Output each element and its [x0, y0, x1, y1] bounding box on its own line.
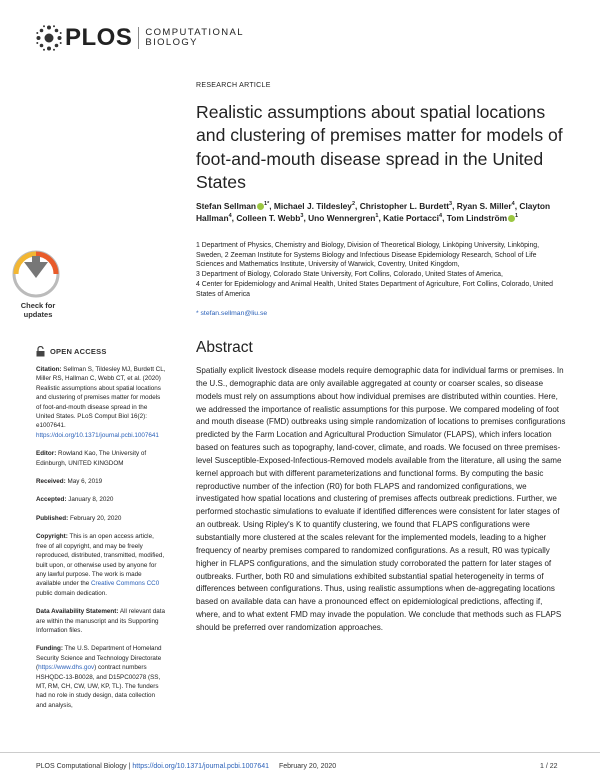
plos-logo	[36, 25, 244, 51]
received-date: May 6, 2019	[67, 478, 103, 486]
logo-text: PLOS	[65, 24, 133, 51]
funding-block	[36, 644, 166, 710]
citation-doi-link[interactable]: https://doi.org/10.1371/journal.pcbi.1007641	[36, 431, 159, 439]
check-label-line-1: Check for	[20, 301, 56, 310]
footer-doi-link[interactable]: https://doi.org/10.1371/journal.pcbi.1007641	[132, 763, 270, 770]
open-access-badge	[36, 346, 166, 357]
article-sidebar	[36, 346, 166, 719]
author-name: Colleen T. Webb	[236, 212, 301, 223]
author-affiliation-marker: 4	[511, 201, 515, 208]
orcid-icon[interactable]	[508, 215, 515, 222]
article-type: RESEARCH ARTICLE	[196, 82, 271, 89]
open-lock-icon	[36, 346, 45, 357]
received-block	[36, 477, 166, 486]
received-label: Received:	[36, 478, 66, 486]
author-name: Michael J. Tildesley	[273, 201, 352, 211]
author-list: Stefan Sellman $^{1*}$, Michael J. Tildesley$^2$, Christopher L. Burdett$^3$, Ryan S. Miller$^4$, Clayton Hallman$^4$, Colleen T. Webb$^3$, Uno Wennergren$^1$, Katie Portacci$^4$, Tom Lindström $^1$	[196, 201, 551, 223]
affiliation-item: 1 Department of Physics, Chemistry and Biology, Division of Theoretical Biology, Linköping University, Linköping, Sweden, 2 Zeeman Institute for Systems Biology and Infectious Disease Epidemiology Research, School of Life Sciences and Mathematics Institute, University of Warwick, Coventry, United Kingdom,	[196, 242, 540, 269]
funding-text: The U.S. Department of Homeland Security Science and Technology Directorate (	[36, 645, 162, 672]
journal-line-1: COMPUTATIONAL	[145, 26, 244, 38]
author-affiliation-marker: 3	[300, 212, 304, 219]
footer-separator: |	[128, 763, 131, 770]
article-title: Realistic assumptions about spatial locations and clustering of premises matter for models of foot-and-mouth disease spread in the United States	[196, 102, 563, 192]
plos-dots-icon	[36, 25, 62, 51]
accepted-label: Accepted:	[36, 496, 67, 504]
affiliation-item: 3 Department of Biology, Colorado State University, Fort Collins, Colorado, United States of America,	[196, 271, 503, 279]
check-label-line-2: updates	[23, 309, 53, 319]
funding-label: Funding:	[36, 645, 63, 653]
author-name: Uno Wennergren	[308, 212, 376, 223]
logo-divider	[138, 27, 139, 49]
copyright-block	[36, 532, 166, 598]
editor-label: Editor:	[36, 450, 57, 458]
footer-journal: PLOS Computational Biology	[36, 763, 127, 770]
data-availability-text: All relevant data are within the manuscript and its Supporting Information files.	[36, 608, 166, 634]
copyright-text: This is an open access article, free of all copyright, and may be freely reproduced, distributed, transmitted, modified, built upon, or otherwise used by anyone for any lawful purpose. The work is made available under the	[36, 533, 165, 588]
footer-date: February 20, 2020	[278, 763, 337, 770]
page-footer	[36, 763, 336, 770]
journal-name	[145, 28, 244, 49]
affiliation-item: 4 Center for Epidemiology and Animal Health, United States Department of Agriculture, Fort Collins, Colorado, United States of America	[196, 280, 553, 298]
editor-text: Rowland Kao, The University of Edinburgh, UNITED KINGDOM	[36, 450, 147, 467]
abstract-heading: Abstract	[196, 339, 253, 356]
copyright-label: Copyright:	[36, 533, 68, 541]
author-affiliation-marker: 1*	[264, 201, 270, 208]
journal-line-2: BIOLOGY	[145, 37, 198, 48]
author-affiliation-marker: 4	[228, 212, 232, 219]
author-affiliation-marker: 1	[515, 212, 519, 219]
affiliations	[196, 241, 566, 299]
corresponding-email-link[interactable]: * stefan.sellman@liu.se	[196, 310, 268, 317]
check-for-updates-label[interactable]	[10, 302, 66, 319]
copyright-tail: public domain dedication.	[36, 589, 108, 597]
author-name: Stefan Sellman	[196, 201, 257, 211]
author-name: Katie Portacci	[383, 212, 439, 223]
funding-text-continued: ) contract numbers HSHQDC-13-B0028, and D15PC00278 (SS, MT, RM, CH, CW, UW, KP, TL). The funders had no role in study design, data collection and analysis,	[36, 664, 161, 709]
open-access-label: OPEN ACCESS	[50, 346, 107, 356]
author-affiliation-marker: 1	[375, 212, 379, 219]
orcid-icon[interactable]	[257, 203, 264, 210]
check-for-updates-icon[interactable]	[10, 248, 62, 300]
citation-label: Citation:	[36, 366, 62, 373]
page-number: 1 / 22	[540, 763, 558, 770]
editor-block	[36, 449, 166, 468]
author-affiliation-marker: 3	[449, 201, 453, 208]
accepted-date: January 8, 2020	[68, 496, 114, 504]
citation-block	[36, 365, 166, 440]
author-name: Tom Lindström	[446, 212, 508, 223]
author-name: Ryan S. Miller	[456, 201, 512, 211]
cc0-link[interactable]: Creative Commons CC0	[90, 580, 160, 588]
citation-text: Sellman S, Tildesley MJ, Burdett CL, Miller RS, Hallman C, Webb CT, et al. (2020) Realistic assumptions about spatial locations and clustering of premises matter for models of foot-and-mouth disease spread in the United States. PLoS Comput Biol 16(2): e1007641.	[36, 366, 166, 430]
footer-divider	[0, 752, 600, 753]
data-availability-label: Data Availability Statement:	[36, 608, 119, 616]
dhs-link[interactable]: https://www.dhs.gov	[38, 664, 95, 672]
data-availability-block	[36, 607, 166, 635]
published-label: Published:	[36, 514, 69, 522]
author-affiliation-marker: 2	[351, 201, 356, 208]
author-affiliation-marker: 4	[439, 212, 443, 219]
author-name: Christopher L. Burdett	[359, 201, 450, 211]
accepted-block	[36, 495, 166, 504]
author-name: Clayton Hallman	[196, 201, 551, 223]
abstract-text: Spatially explicit livestock disease models require demographic data for individual farms or premises. In the U.S., demographic data are only available aggregated at county or coarser scales, so disease models must rely on assumptions about how individual premises are distributed within counties. Here, we addressed the importance of realistic assumptions for this purpose. We compared modeling of foot and mouth disease (FMD) outbreaks using simple randomization of locations to premises configurations predicted by the Farm Location and Agricultural Production Simulator (FLAPS), which infers location based on features such as topography, land-cover, climate, and roads. We focused on three premises-level Susceptible-Exposed-Infectious-Removed models available from the literature, all using the same kernel approach but with different parameterizations and functional forms. By computing the basic reproductive number of the infection (R0) for both FLAPS and randomized configurations, we investigated how spatial locations and clustering of premises affects outbreak predictions. Further, we performed stochastic simulations to evaluate if identified differences were consistent for later stages of an outbreak. Using Ripley's K to quantify clustering, we found that FLAPS configurations were substantially more clustered at the scales relevant for the implemented models, leading to a higher frequency of nearby premises compared to randomized configurations. As a result, R0 was typically higher in FLAPS configurations, and the simulation study corroborated the pattern for later stages of outbreaks. Further, both R0 and simulations exhibited substantial spatial heterogeneity in terms of differences between configurations. Thus, using realistic assumptions when de-aggregating locations based on available data can have a pronounced effect on epidemiological predictions, affecting if, where, and to what extent FMD may invade the population. We conclude that methods such as FLAPS should be preferred over randomization approaches.	[196, 366, 566, 632]
published-block	[36, 514, 166, 523]
published-date: February 20, 2020	[69, 514, 122, 522]
